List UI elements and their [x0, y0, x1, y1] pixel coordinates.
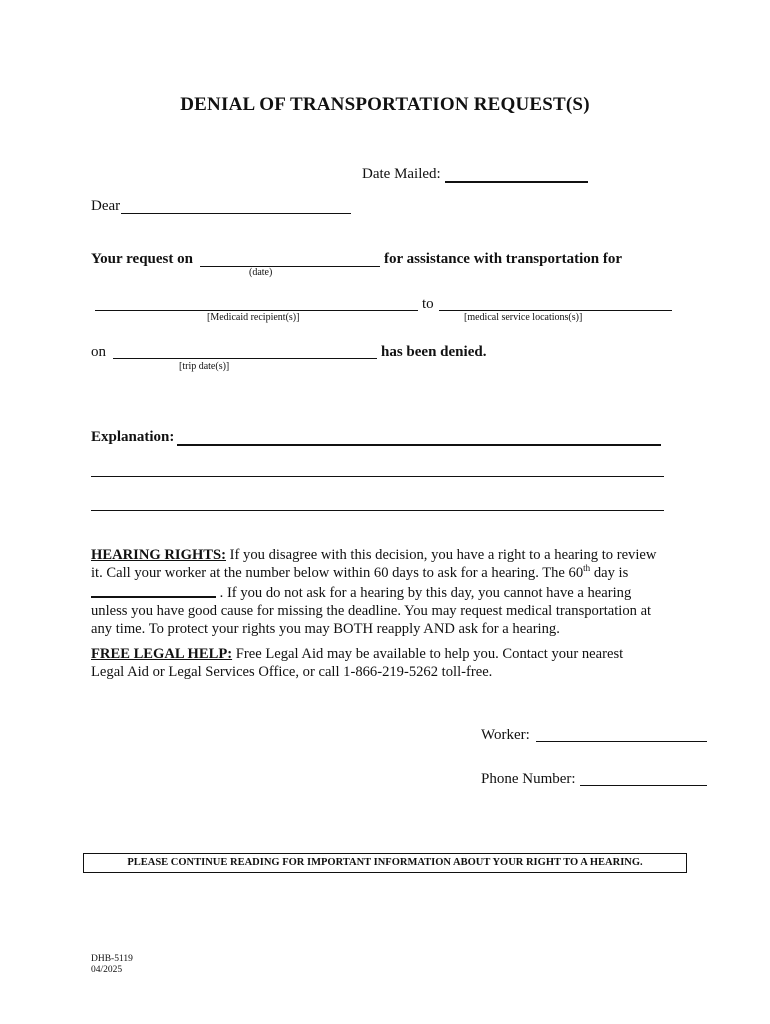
hearing-text-line-3: . If you do not ask for a hearing by this day, you cannot have a hearing	[216, 584, 632, 601]
dear-label: Dear	[91, 198, 121, 214]
worker-label: Worker:	[481, 727, 530, 743]
medicaid-recipient-field[interactable]	[95, 294, 418, 311]
service-location-field[interactable]	[439, 294, 672, 311]
explanation-line-2[interactable]	[91, 460, 664, 477]
request-date-field[interactable]	[200, 250, 380, 267]
hearing-text-line-2b: day is	[590, 565, 629, 582]
trip-date-caption: [trip date(s)]	[179, 361, 230, 372]
phone-field[interactable]	[580, 769, 707, 786]
free-legal-help-paragraph	[91, 645, 691, 682]
form-revision-date: 04/2025	[91, 965, 123, 975]
worker-field[interactable]	[536, 725, 707, 742]
continue-reading-notice: PLEASE CONTINUE READING FOR IMPORTANT INFORMATION ABOUT YOUR RIGHT TO A HEARING.	[83, 853, 687, 873]
location-caption: [medical service locations(s)]	[464, 312, 583, 323]
request-suffix: for assistance with transportation for	[384, 251, 623, 267]
denied-label: has been denied.	[381, 344, 487, 360]
legal-text-line-1: Free Legal Aid may be available to help you. Contact your nearest	[232, 646, 624, 662]
hearing-deadline-field[interactable]	[91, 583, 216, 598]
free-legal-help-heading: FREE LEGAL HELP:	[91, 646, 233, 662]
hearing-text-line-2: it. Call your worker at the number below within 60 days to ask for a hearing. The 60	[91, 565, 584, 582]
date-caption: (date)	[249, 267, 273, 278]
explanation-field[interactable]	[177, 428, 661, 446]
hearing-rights-paragraph	[91, 546, 691, 638]
hearing-text-line-1: If you disagree with this decision, you have a right to a hearing to review	[226, 547, 657, 563]
explanation-label: Explanation:	[91, 429, 175, 445]
trip-date-field[interactable]	[113, 342, 377, 359]
form-number: DHB-5119	[91, 954, 133, 964]
hearing-rights-heading: HEARING RIGHTS:	[91, 547, 227, 563]
hearing-text-line-5: any time. To protect your rights you may BOTH reapply AND ask for a hearing.	[91, 621, 560, 638]
legal-text-line-2: Legal Aid or Legal Services Office, or call 1-866-219-5262 toll-free.	[91, 664, 493, 681]
to-label: to	[422, 296, 434, 312]
recipient-name-field[interactable]	[121, 196, 351, 214]
date-mailed-label: Date Mailed:	[362, 166, 441, 182]
recipient-caption: [Medicaid recipient(s)]	[207, 312, 300, 323]
ordinal-suffix: th	[583, 563, 591, 574]
explanation-line-3[interactable]	[91, 494, 664, 511]
document-title: DENIAL OF TRANSPORTATION REQUEST(S)	[180, 94, 590, 115]
phone-label: Phone Number:	[481, 771, 576, 787]
hearing-text-line-4: unless you have good cause for missing the deadline. You may request medical transportation at	[91, 602, 652, 619]
date-mailed-field[interactable]	[445, 164, 588, 183]
request-prefix: Your request on	[91, 251, 193, 267]
on-label: on	[91, 344, 106, 360]
